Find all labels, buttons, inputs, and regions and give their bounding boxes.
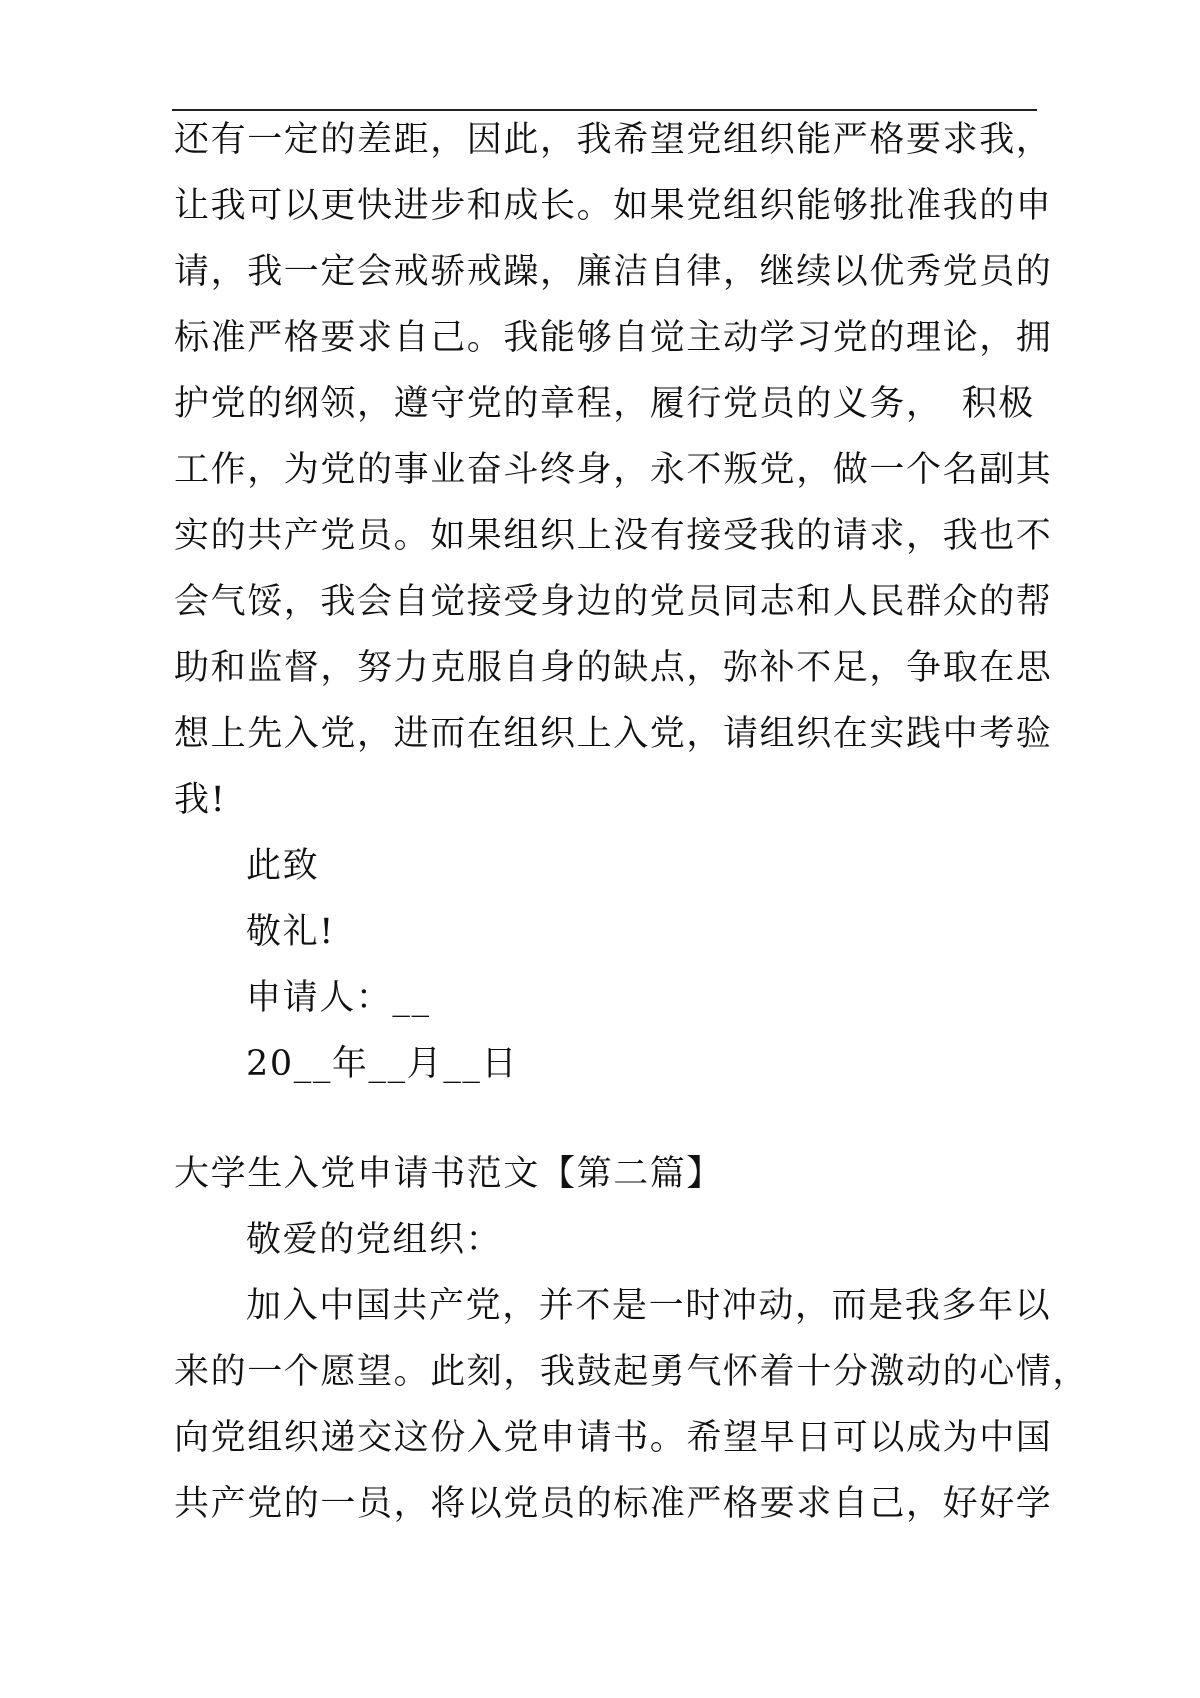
date-line: 20__年__月__日 bbox=[246, 1044, 519, 1084]
body-line: 共产党的一员，将以党员的标准严格要求自己，好好学 bbox=[174, 1484, 1053, 1524]
body-line: 护党的纲领，遵守党的章程，履行党员的义务， 积极 bbox=[174, 384, 1035, 424]
body-line: 助和监督，努力克服自身的缺点，弥补不足，争取在思 bbox=[174, 648, 1053, 688]
body-line: 还有一定的差距，因此，我希望党组织能严格要求我， bbox=[174, 120, 1053, 160]
section-title: 大学生入党申请书范文【第二篇】 bbox=[174, 1154, 724, 1194]
body-line: 标准严格要求自己。我能够自觉主动学习党的理论，拥 bbox=[174, 318, 1053, 358]
salute-text: 敬礼! bbox=[246, 912, 335, 952]
body-line: 向党组织递交这份入党申请书。希望早日可以成为中国 bbox=[174, 1418, 1053, 1458]
body-line: 我! bbox=[174, 780, 227, 820]
applicant-line: 申请人：__ bbox=[246, 978, 431, 1018]
body-line: 让我可以更快进步和成长。如果党组织能够批准我的申 bbox=[174, 186, 1053, 226]
header-rule bbox=[172, 109, 1037, 111]
body-line: 想上先入党，进而在组织上入党，请组织在实践中考验 bbox=[174, 714, 1053, 754]
body-line: 加入中国共产党，并不是一时冲动，而是我多年以 bbox=[246, 1286, 1052, 1326]
body-line: 请，我一定会戒骄戒躁，廉洁自律，继续以优秀党员的 bbox=[174, 252, 1053, 292]
body-line: 来的一个愿望。此刻，我鼓起勇气怀着十分激动的心情， bbox=[174, 1352, 1090, 1392]
body-line: 工作，为党的事业奋斗终身，永不叛党，做一个名副其 bbox=[174, 450, 1053, 490]
body-line: 实的共产党员。如果组织上没有接受我的请求，我也不 bbox=[174, 516, 1053, 556]
greeting-line: 敬爱的党组织： bbox=[246, 1220, 503, 1260]
body-line: 会气馁，我会自觉接受身边的党员同志和人民群众的帮 bbox=[174, 582, 1053, 622]
closing-text: 此致 bbox=[246, 846, 320, 886]
